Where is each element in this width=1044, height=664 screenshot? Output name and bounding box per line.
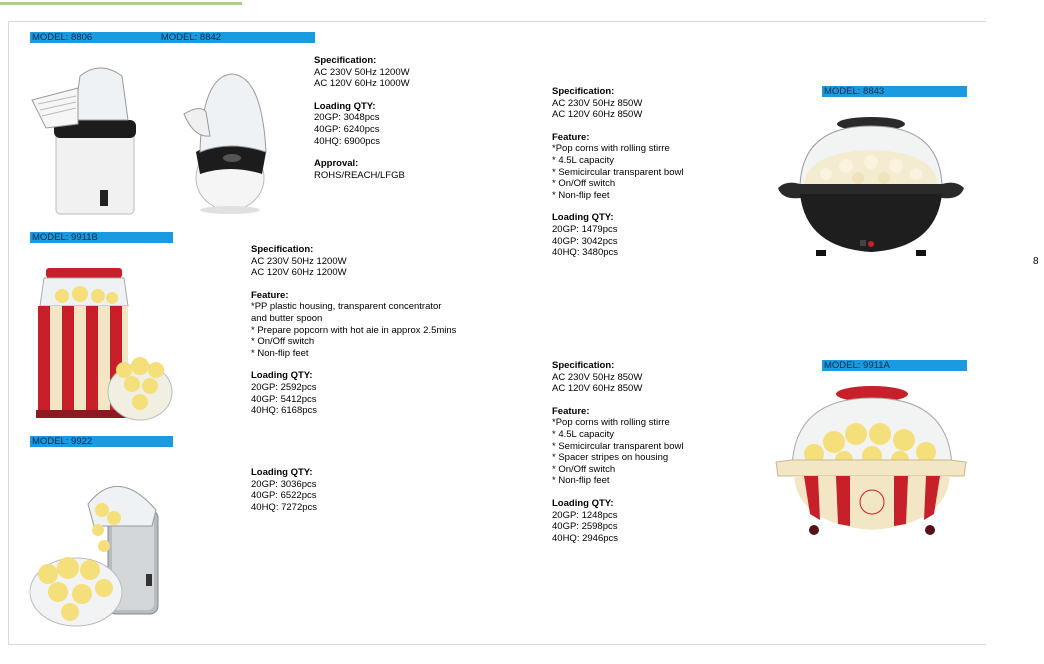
- feature-line: * On/Off switch: [552, 178, 616, 190]
- feature-heading: Feature:: [251, 289, 289, 301]
- loading-heading: Loading QTY:: [552, 212, 614, 224]
- loading-line: 40GP: 3042pcs: [552, 235, 618, 247]
- loading-line: 20GP: 1479pcs: [552, 223, 618, 235]
- spec-block-9911b: [251, 244, 456, 417]
- model-label-8806: MODEL: 8806: [32, 32, 93, 43]
- feature-line: *PP plastic housing, transparent concentrator: [251, 301, 442, 313]
- spec-line: AC 120V 60Hz 850W: [552, 109, 643, 121]
- loading-line: 40GP: 6240pcs: [314, 123, 380, 135]
- spec-line: AC 230V 50Hz 1200W: [314, 66, 410, 78]
- spec-heading: Specification:: [251, 244, 314, 255]
- product-image-8806: [30, 58, 138, 218]
- spec-line: AC 120V 60Hz 850W: [552, 383, 643, 395]
- feature-line: * Non-flip feet: [552, 189, 610, 201]
- page-number: 8: [1033, 256, 1039, 267]
- model-bar-9922: [30, 436, 173, 447]
- feature-line: * On/Off switch: [552, 463, 616, 475]
- loading-line: 40GP: 6522pcs: [251, 490, 317, 502]
- frame-left-rule: [8, 21, 9, 645]
- loading-heading: Loading QTY:: [251, 467, 313, 478]
- loading-line: 40GP: 5412pcs: [251, 393, 317, 405]
- product-image-9911a: [774, 384, 968, 538]
- spec-heading: Specification:: [552, 360, 615, 371]
- model-bar-9911b: [30, 232, 173, 243]
- spec-line: AC 230V 50Hz 850W: [552, 371, 643, 383]
- loading-heading: Loading QTY:: [552, 497, 614, 509]
- feature-line: * 4.5L capacity: [552, 154, 614, 166]
- loading-heading: Loading QTY:: [314, 100, 376, 112]
- model-label-8843: MODEL: 8843: [824, 86, 885, 97]
- model-label-9911b: MODEL: 9911B: [32, 232, 98, 243]
- feature-heading: Feature:: [552, 405, 590, 417]
- feature-line: * Spacer stripes on housing: [552, 452, 669, 464]
- feature-line: *Pop corns with rolling stirre: [552, 143, 670, 155]
- feature-line: * Prepare popcorn with hot aie in approx 2.5mins: [251, 324, 457, 336]
- spec-block-9911a: [552, 360, 683, 544]
- spec-line: AC 230V 50Hz 850W: [552, 97, 643, 109]
- product-image-8843: [776, 114, 966, 260]
- loading-line: 20GP: 2592pcs: [251, 381, 317, 393]
- model-label-8842: MODEL: 8842: [160, 32, 222, 43]
- frame-bottom-rule: [8, 644, 986, 645]
- feature-line: * Non-flip feet: [251, 347, 309, 359]
- spec-line: AC 120V 60Hz 1000W: [314, 78, 410, 90]
- frame-top-rule: [8, 21, 986, 22]
- spec-block-8843: [552, 86, 683, 259]
- approval-heading: Approval:: [314, 158, 359, 170]
- feature-line: and butter spoon: [251, 312, 323, 324]
- feature-line: * Semicircular transparent bowl: [552, 166, 684, 178]
- loading-line: 40HQ: 2946pcs: [552, 532, 619, 544]
- feature-line: * On/Off switch: [251, 336, 315, 348]
- approval-value: ROHS/REACH/LFGB: [314, 169, 405, 181]
- loading-line: 20GP: 3048pcs: [314, 112, 380, 124]
- product-image-8842: [180, 66, 272, 216]
- model-bar-8843: [822, 86, 967, 97]
- loading-line: 40HQ: 6900pcs: [314, 135, 381, 147]
- feature-line: * 4.5L capacity: [552, 428, 614, 440]
- feature-line: * Semicircular transparent bowl: [552, 440, 684, 452]
- feature-line: *Pop corns with rolling stirre: [552, 417, 670, 429]
- loading-line: 20GP: 3036pcs: [251, 478, 317, 490]
- header-accent-line: [0, 2, 242, 5]
- loading-line: 40HQ: 3480pcs: [552, 247, 619, 259]
- model-bar-9911a: [822, 360, 967, 371]
- loading-line: 40HQ: 6168pcs: [251, 405, 318, 417]
- model-label-9911a: MODEL: 9911A: [824, 360, 890, 371]
- spec-line: AC 230V 50Hz 1200W: [251, 255, 347, 267]
- spec-block-8806-8842: [314, 55, 410, 181]
- product-image-9922: [28, 470, 164, 628]
- model-bar-8806-8842: [30, 32, 315, 43]
- loading-heading: Loading QTY:: [251, 370, 313, 382]
- spec-heading: Specification:: [314, 55, 377, 66]
- model-label-9922: MODEL: 9922: [32, 436, 93, 447]
- loading-line: 20GP: 1248pcs: [552, 509, 618, 521]
- feature-line: * Non-flip feet: [552, 475, 610, 487]
- loading-line: 40HQ: 7272pcs: [251, 501, 318, 513]
- feature-heading: Feature:: [552, 131, 590, 143]
- spec-line: AC 120V 60Hz 1200W: [251, 267, 347, 279]
- loading-line: 40GP: 2598pcs: [552, 521, 618, 533]
- spec-heading: Specification:: [552, 86, 615, 97]
- product-image-9911b: [36, 266, 174, 424]
- spec-block-9922: [251, 467, 317, 513]
